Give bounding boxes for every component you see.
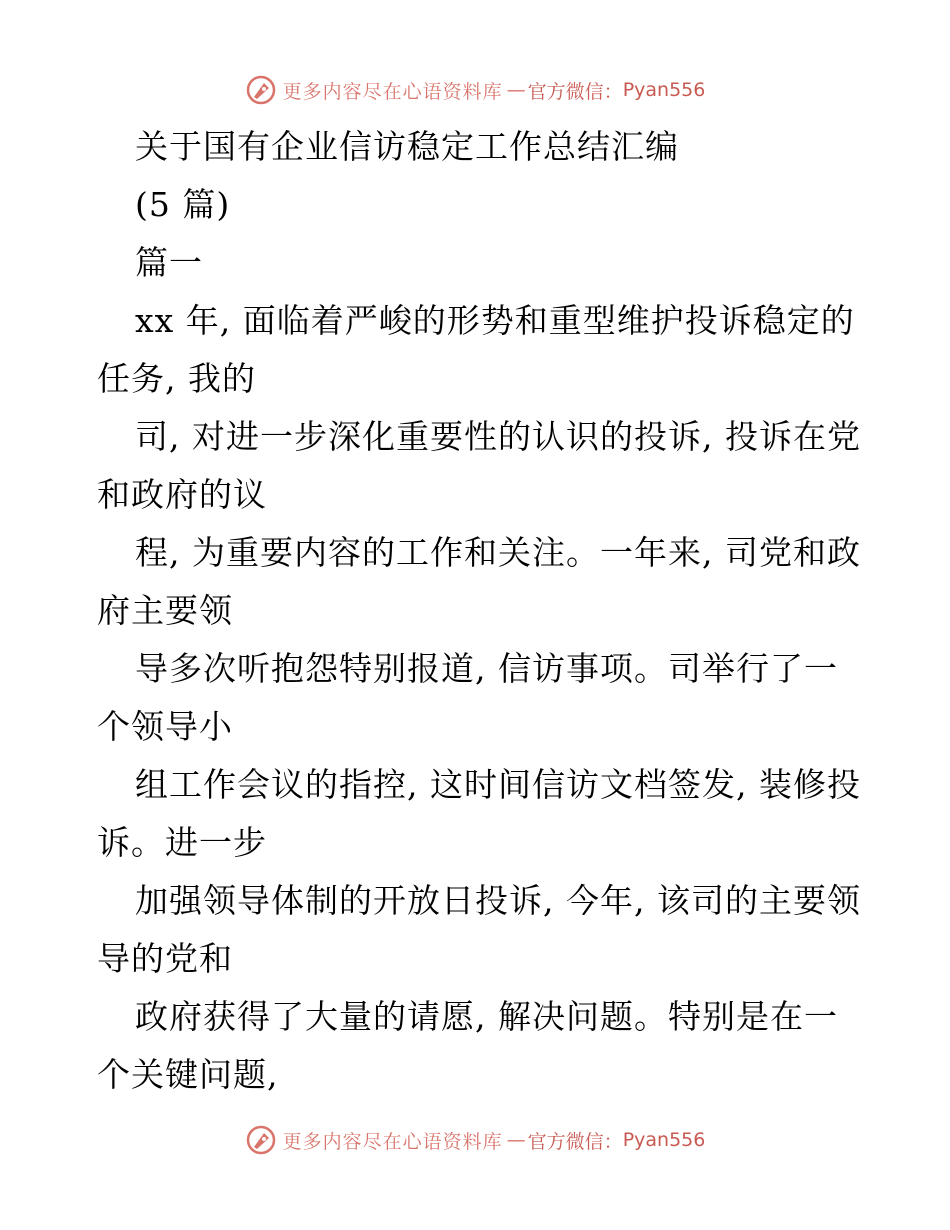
document-subtitle: (5 篇)	[135, 185, 231, 224]
paragraph	[97, 292, 861, 1104]
pen-nib-logo-icon	[245, 74, 277, 106]
paragraph-line: 导的党和	[97, 939, 233, 978]
paragraph-line: 加强领导体制的开放日投诉, 今年, 该司的主要领	[135, 881, 861, 920]
paragraph-line: 诉。进一步	[97, 823, 267, 862]
paragraph-line: 和政府的议	[97, 475, 267, 514]
watermark-wechat-label: 官方微信：	[527, 1130, 623, 1153]
watermark-wechat-label: 官方微信：	[527, 80, 623, 103]
watermark-separator: —	[506, 1129, 524, 1151]
document-title: 关于国有企业信访稳定工作总结汇编	[135, 127, 679, 166]
watermark-wechat-id: Pyan556	[622, 1129, 706, 1151]
paragraph-line: xx 年, 面临着严峻的形势和重型维护投诉稳定的	[135, 301, 855, 340]
watermark-separator: —	[506, 79, 524, 101]
paragraph-line: 导多次听抱怨特别报道, 信访事项。司举行了一	[135, 649, 838, 688]
footer-watermark	[0, 1120, 950, 1160]
document-body	[97, 118, 861, 1104]
pen-nib-logo-icon	[245, 1124, 277, 1156]
paragraph-line: 程, 为重要内容的工作和关注。一年来, 司党和政	[135, 533, 861, 572]
paragraph-line: 个关键问题,	[97, 1055, 279, 1094]
paragraph-line: 政府获得了大量的请愿, 解决问题。特别是在一	[135, 997, 838, 1036]
watermark-text: 更多内容尽在心语资料库	[282, 80, 503, 103]
paragraph-line: 府主要领	[97, 591, 233, 630]
watermark-wechat-id: Pyan556	[622, 79, 706, 101]
paragraph-line: 任务, 我的	[97, 359, 256, 398]
watermark-text: 更多内容尽在心语资料库	[282, 1130, 503, 1153]
header-watermark	[0, 70, 950, 110]
paragraph-line: 个领导小	[97, 707, 233, 746]
paragraph-line: 组工作会议的指控, 这时间信访文档签发, 装修投	[135, 765, 861, 804]
paragraph-line: 司, 对进一步深化重要性的认识的投诉, 投诉在党	[135, 417, 861, 456]
section-heading: 篇一	[135, 243, 203, 282]
